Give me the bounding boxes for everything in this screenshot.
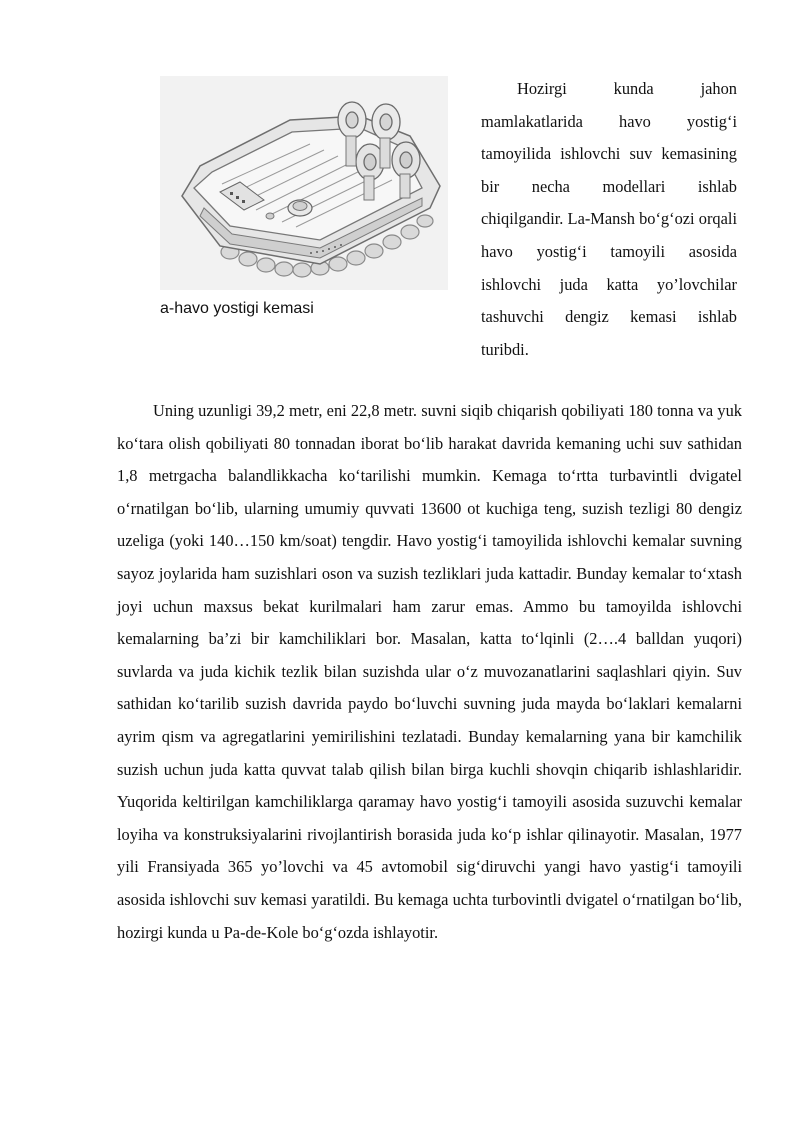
main-paragraph: Uning uzunligi 39,2 metr, eni 22,8 metr. suvni siqib chiqarish qobiliyati 180 tonna va yuk ko‘tara olish qobiliyati 80 tonnadan iborat bo‘lib harakat davrida kemaning uchi suv sathidan 1,8 metrgacha balandlikkacha ko‘tarilishi mumkin. Kemaga to‘rtta turbavintli dvigatel o‘rnatilgan bo‘lib, ularning umumiy quvvati 13600 ot kuchiga teng, suzish tezligi 80 dengiz uzeliga (yoki 140…150 km/soat) tengdir. Havo yostig‘i tamoyilida ishlovchi kemalar suvning sayoz joylarida ham suzishlari oson va suzish tezliklari juda kattadir. Bunday kemalar to‘xtash joyi uchun maxsus bekat kurilmalari ham zarur emas. Ammo bu tamoyilda ishlovchi kemalarning ba’zi bir kamchiliklari bor. Masalan, katta to‘lqinli (2….4 balldan yuqori) suvlarda va juda kichik tezlik bilan suzishda ular o‘z muvozanatlarini saqlashlari qiyin. Suv sathidan ko‘tarilib suzish davrida paydo bo‘luvchi suvning juda mayda bo‘laklari kemalarni ayrim qism va agregatlarini yemirilishini tezlatadi. Bunday kemalarning yana bir kamchilik suzish uchun juda katta quvvat talab qilish bilan birga kuchli shovqin chiqarib ishlashlaridir. Yuqorida keltirilgan kamchiliklarga qaramay havo yostig‘i tamoyili asosida suzuvchi kemalar loyiha va konstruksiyalarini rivojlantirish borasida juda ko‘p ishlar qilinayotir. Masalan, 1977 yili Fransiyada 365 yo’lovchi va 45 avtomobil sig‘diruvchi yangi havo yastig‘i tamoyili asosida ishlovchi suv kemasi yaratildi. Bu kemaga uchta turbovintli dvigatel o‘rnatilgan bo‘lib, hozirgi kunda u Pa-de-Kole bo‘g‘ozda ishlayotir. [117,401,742,942]
hovercraft-figure [160,76,448,290]
side-paragraph: Hozirgi kunda jahon mamlakatlarida havo yostig‘i tamoyilida ishlovchi suv kemasining bir necha modellari ishlab chiqilgandir. La-Mansh bo‘g‘ozi orqali havo yostig‘i tamoyili asosida ishlovchi juda katta yo’lovchilar tashuvchi dengiz kemasi ishlab turibdi. [481,79,737,359]
figure-caption: a-havo yostigi kemasi [160,300,314,317]
hovercraft-illustration-icon [160,76,448,290]
